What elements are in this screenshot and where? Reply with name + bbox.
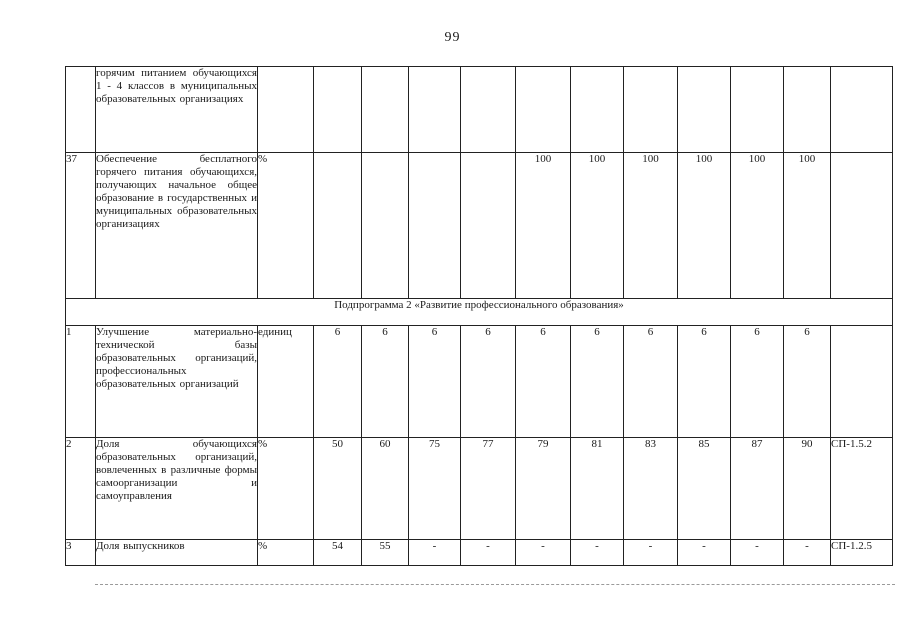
value-cell: 6 (784, 326, 831, 438)
row-number: 1 (66, 326, 96, 438)
indicator-name: Доля обучающихся образовательных организаций, вовлеченных в различные формы самоорганизации и самоуправления (96, 438, 258, 540)
value-cell (362, 67, 409, 153)
value-cell: 50 (314, 438, 362, 540)
value-cell: - (571, 540, 624, 566)
value-cell (461, 153, 516, 299)
value-cell: 6 (516, 326, 571, 438)
value-cell: - (731, 540, 784, 566)
value-cell (409, 153, 461, 299)
unit-cell: единиц (258, 326, 314, 438)
value-cell (314, 153, 362, 299)
value-cell: 87 (731, 438, 784, 540)
row-number: 2 (66, 438, 96, 540)
table-row (66, 153, 893, 299)
indicators-table (65, 66, 893, 566)
code-cell (831, 326, 893, 438)
value-cell: 6 (362, 326, 409, 438)
value-cell (784, 67, 831, 153)
code-cell: СП-1.2.5 (831, 540, 893, 566)
value-cell: 54 (314, 540, 362, 566)
value-cell: 6 (314, 326, 362, 438)
value-cell (362, 153, 409, 299)
value-cell: 100 (571, 153, 624, 299)
table-row (66, 326, 893, 438)
unit-cell (258, 67, 314, 153)
value-cell: 6 (731, 326, 784, 438)
value-cell (516, 67, 571, 153)
indicator-name: Доля выпускников (96, 540, 258, 566)
indicator-name: горячим питанием обучающихся 1 - 4 классов в муниципальных образовательных организациях (96, 67, 258, 153)
code-cell (831, 153, 893, 299)
code-cell: СП-1.5.2 (831, 438, 893, 540)
value-cell: 79 (516, 438, 571, 540)
value-cell: 83 (624, 438, 678, 540)
row-number (66, 67, 96, 153)
value-cell: 6 (624, 326, 678, 438)
value-cell: 6 (409, 326, 461, 438)
section-title: Подпрограмма 2 «Развитие профессионального образования» (66, 299, 893, 326)
value-cell: 100 (516, 153, 571, 299)
table-row (66, 438, 893, 540)
value-cell (314, 67, 362, 153)
value-cell: - (784, 540, 831, 566)
value-cell: 85 (678, 438, 731, 540)
value-cell: 6 (678, 326, 731, 438)
value-cell (678, 67, 731, 153)
value-cell: - (461, 540, 516, 566)
unit-cell: % (258, 540, 314, 566)
value-cell: - (516, 540, 571, 566)
value-cell (461, 67, 516, 153)
value-cell: - (409, 540, 461, 566)
value-cell (624, 67, 678, 153)
table-row (66, 67, 893, 153)
value-cell: 100 (784, 153, 831, 299)
code-cell (831, 67, 893, 153)
page-number: 99 (444, 30, 461, 45)
value-cell: 100 (624, 153, 678, 299)
indicator-name: Обеспечение бесплатного горячего питания обучающихся, получающих начальное общее образование в государственных и муниципальных образовательных организациях (96, 153, 258, 299)
value-cell (409, 67, 461, 153)
row-number: 37 (66, 153, 96, 299)
value-cell: - (624, 540, 678, 566)
value-cell: 90 (784, 438, 831, 540)
value-cell: 77 (461, 438, 516, 540)
value-cell: - (678, 540, 731, 566)
indicator-name: Улучшение материально-технической базы образовательных организаций, профессиональных образовательных организаций (96, 326, 258, 438)
unit-cell: % (258, 153, 314, 299)
unit-cell: % (258, 438, 314, 540)
value-cell (571, 67, 624, 153)
table-row (66, 540, 893, 566)
section-row (66, 299, 893, 326)
value-cell: 55 (362, 540, 409, 566)
value-cell (731, 67, 784, 153)
value-cell: 100 (678, 153, 731, 299)
value-cell: 60 (362, 438, 409, 540)
value-cell: 75 (409, 438, 461, 540)
value-cell: 6 (461, 326, 516, 438)
value-cell: 6 (571, 326, 624, 438)
row-number: 3 (66, 540, 96, 566)
scan-edge-line (95, 584, 895, 586)
value-cell: 100 (731, 153, 784, 299)
value-cell: 81 (571, 438, 624, 540)
